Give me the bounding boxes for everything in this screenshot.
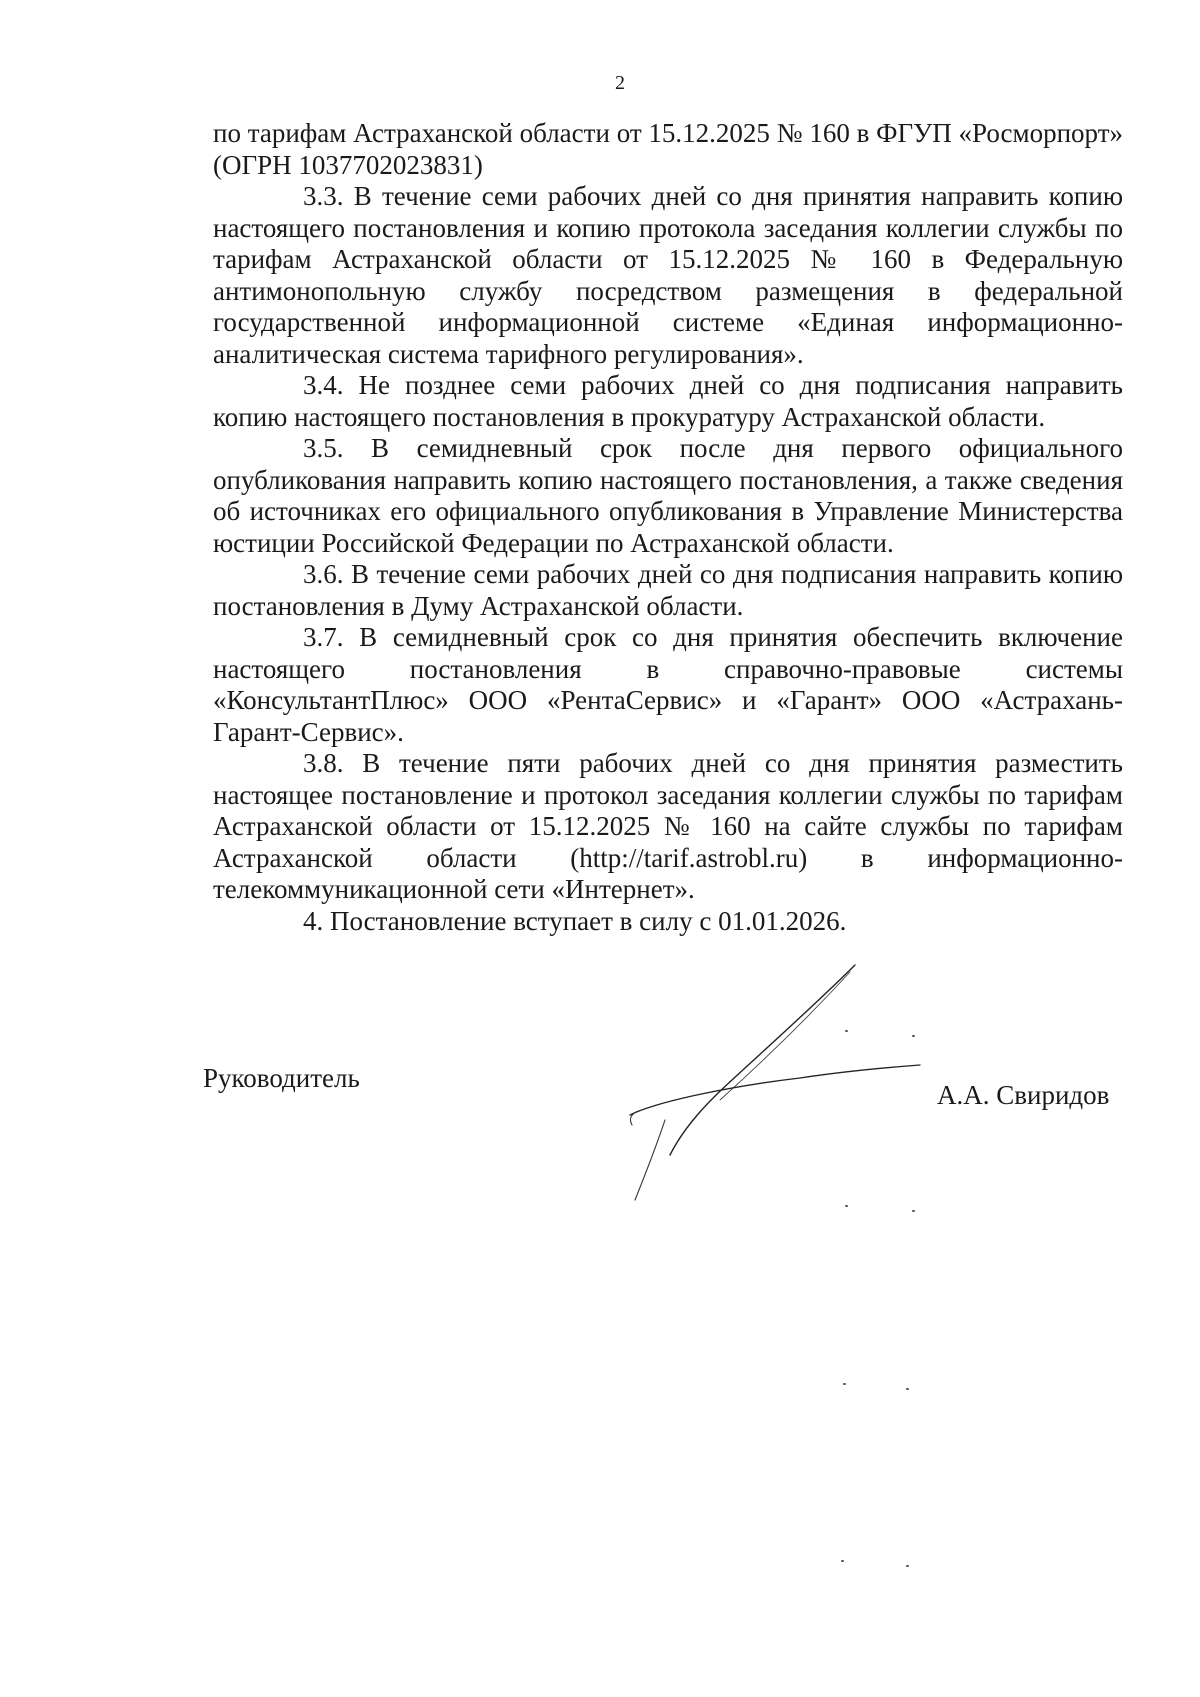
scan-speck — [845, 1030, 848, 1032]
paragraph-3-7: 3.7. В семидневный срок со дня принятия обеспечить включение настоящего постановления в справочно-правовые системы «КонсультантПлюс» ООО «РентаСервис» и «Гарант» ООО «Астрахань-Гарант-Сервис». — [213, 622, 1123, 747]
scan-speck — [841, 1560, 844, 1562]
paragraph-continuation: по тарифам Астраханской области от 15.12.2025 № 160 в ФГУП «Росморпорт» (ОГРН 1037702023831) — [213, 118, 1123, 180]
scan-speck — [843, 1383, 846, 1385]
paragraph-3-8: 3.8. В течение пяти рабочих дней со дня принятия разместить настоящее постановление и протокол заседания коллегии службы по тарифам Астраханской области от 15.12.2025 № 160 на сайте службы по тарифам Астраханской области (http://tarif.astrobl.ru) в информационно-телекоммуникационной сети «Интернет». — [213, 748, 1123, 904]
page-number: 2 — [615, 72, 625, 94]
signatory-name: А.А. Свиридов — [937, 1080, 1110, 1110]
scan-speck — [845, 1205, 848, 1207]
scan-speck — [906, 1388, 909, 1390]
scan-speck — [906, 1565, 909, 1567]
paragraph-3-3: 3.3. В течение семи рабочих дней со дня принятия направить копию настоящего постановления и копию протокола заседания коллегии службы по тарифам Астраханской области от 15.12.2025 № 160 в Федеральную антимонопольную службу посредством размещения в федеральной государственной информационной системе «Единая информационно-аналитическая система тарифного регулирования». — [213, 181, 1123, 369]
signatory-role: Руководитель — [203, 1063, 360, 1093]
paragraph-4: 4. Постановление вступает в силу с 01.01.2026. — [303, 905, 847, 936]
handwritten-signature — [620, 960, 940, 1230]
paragraph-3-6: 3.6. В течение семи рабочих дней со дня подписания направить копию постановления в Думу Астраханской области. — [213, 559, 1123, 621]
paragraph-3-5: 3.5. В семидневный срок после дня первого официального опубликования направить копию настоящего постановления, а также сведения об источниках его официального опубликования в Управление Министерства юстиции Российской Федерации по Астраханской области. — [213, 433, 1123, 558]
scan-speck — [912, 1035, 915, 1037]
scan-speck — [912, 1210, 915, 1212]
paragraph-3-4: 3.4. Не позднее семи рабочих дней со дня подписания направить копию настоящего постановления в прокуратуру Астраханской области. — [213, 370, 1123, 432]
